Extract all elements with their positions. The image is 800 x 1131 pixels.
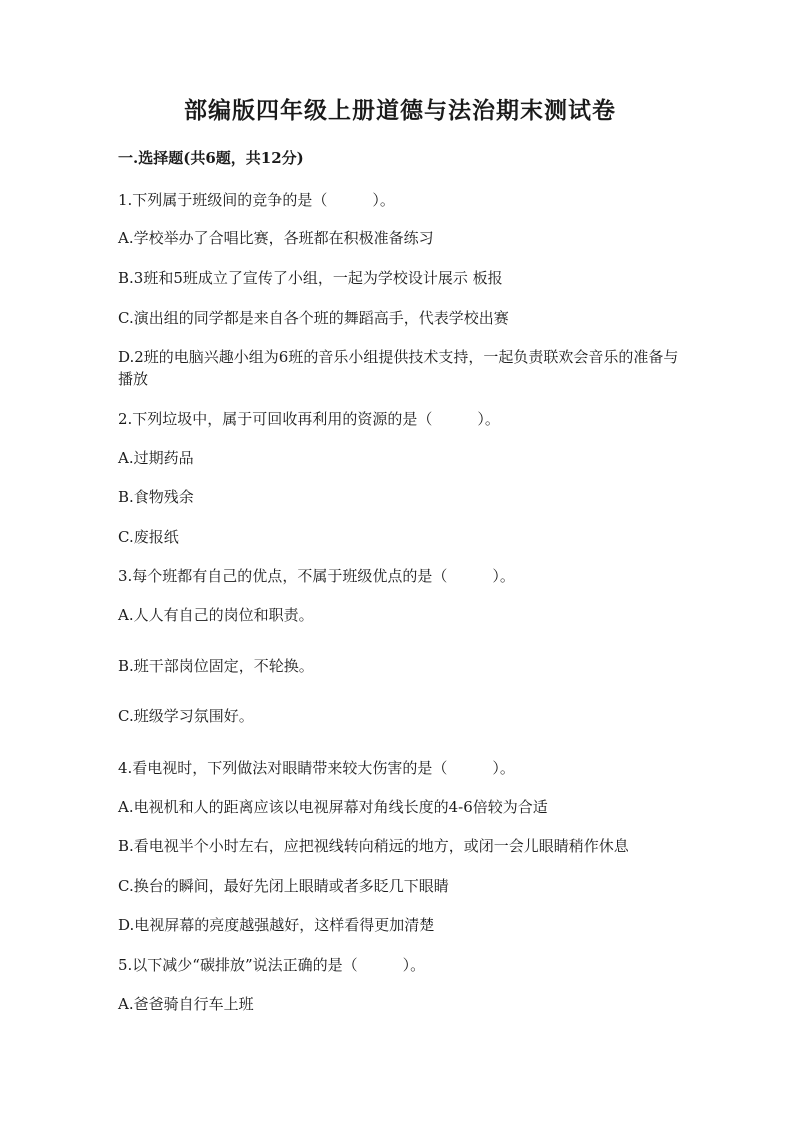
question-1-option-c: C.演出组的同学都是来自各个班的舞蹈高手，代表学校出赛 xyxy=(118,309,509,327)
question-1-option-b: B.3班和5班成立了宣传了小组，一起为学校设计展示 板报 xyxy=(118,269,503,287)
question-3-option-b: B.班干部岗位固定，不轮换。 xyxy=(118,657,314,675)
question-2-option-b: B.食物残余 xyxy=(118,488,194,506)
question-1-option-a: A.学校举办了合唱比赛，各班都在积极准备练习 xyxy=(118,229,434,247)
question-5-option-a: A.爸爸骑自行车上班 xyxy=(118,995,254,1013)
exam-title: 部编版四年级上册道德与法治期末测试卷 xyxy=(184,97,616,124)
question-3-option-c: C.班级学习氛围好。 xyxy=(118,707,254,725)
question-4-option-a: A.电视机和人的距离应该以电视屏幕对角线长度的4-6倍较为合适 xyxy=(118,798,548,816)
question-5-stem: 5.以下减少“碳排放”说法正确的是（ ）。 xyxy=(118,956,426,974)
question-1-stem: 1.下列属于班级间的竞争的是（ ）。 xyxy=(118,191,395,209)
question-4-option-b: B.看电视半个小时左右，应把视线转向稍远的地方，或闭一会儿眼睛稍作休息 xyxy=(118,837,629,855)
question-2-stem: 2.下列垃圾中，属于可回收再利用的资源的是（ ）。 xyxy=(118,410,500,428)
question-4-option-d: D.电视屏幕的亮度越强越好，这样看得更加清楚 xyxy=(118,916,435,934)
section-heading: 一.选择题(共6题，共12分) xyxy=(118,149,304,167)
question-3-option-a: A.人人有自己的岗位和职责。 xyxy=(118,606,314,624)
question-3-stem: 3.每个班都有自己的优点，不属于班级优点的是（ ）。 xyxy=(118,567,515,585)
question-2-option-c: C.废报纸 xyxy=(118,528,179,546)
question-1-option-d: D.2班的电脑兴趣小组为6班的音乐小组提供技术支持，一起负责联欢会音乐的准备与播放 xyxy=(118,348,679,388)
question-4-stem: 4.看电视时，下列做法对眼睛带来较大伤害的是（ ）。 xyxy=(118,759,515,777)
question-2-option-a: A.过期药品 xyxy=(118,449,194,467)
question-4-option-c: C.换台的瞬间，最好先闭上眼睛或者多眨几下眼睛 xyxy=(118,877,449,895)
